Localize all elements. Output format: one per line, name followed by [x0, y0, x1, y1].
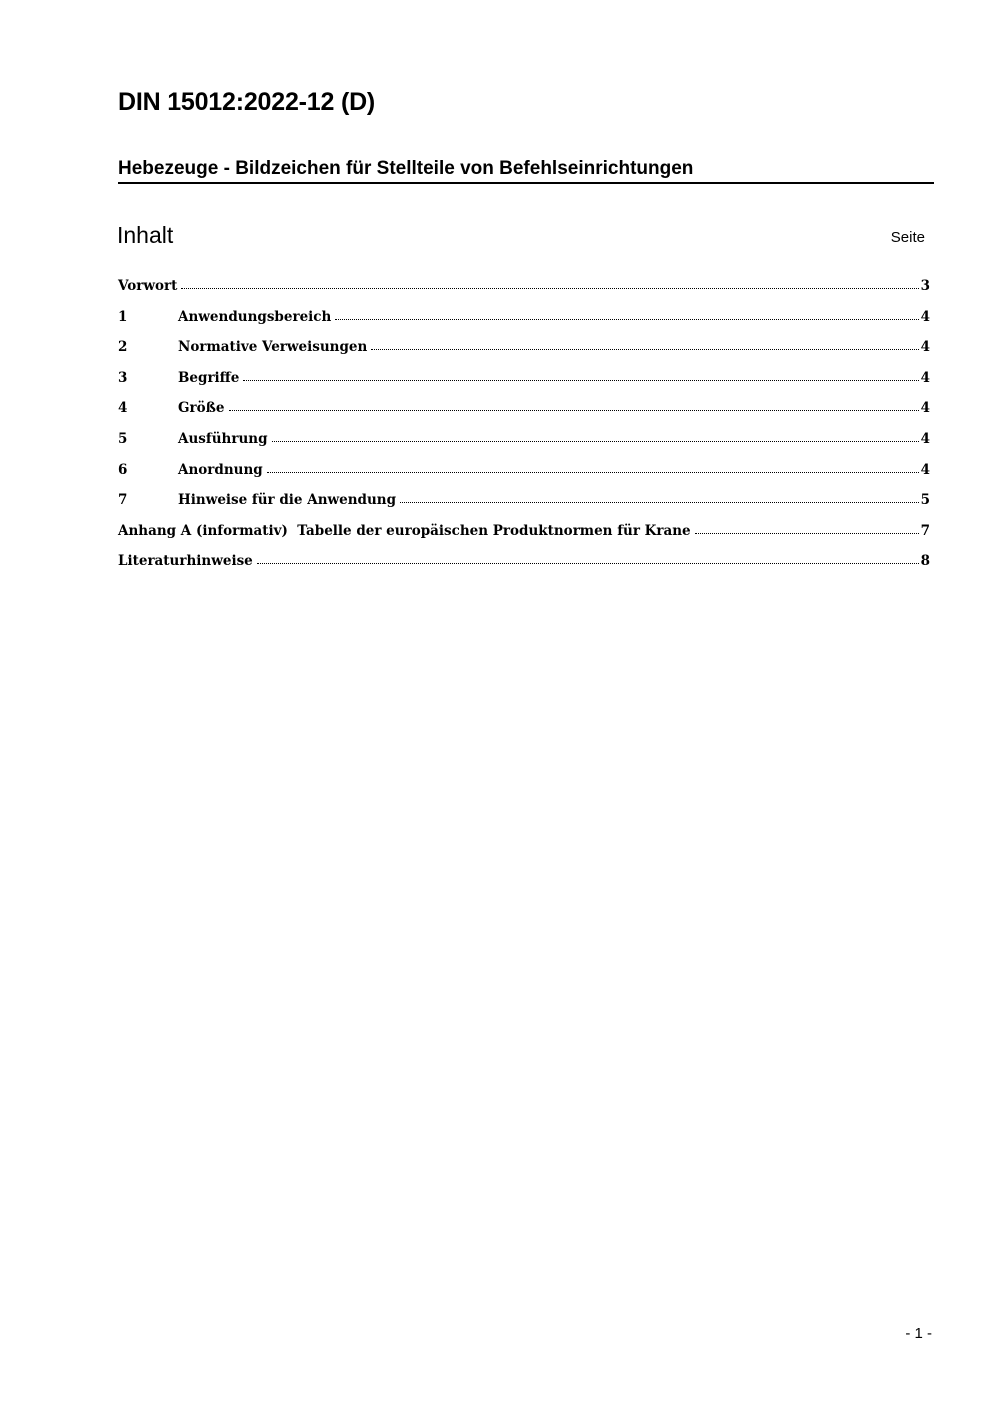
toc-leader-dots [272, 441, 919, 442]
toc-entry-number: 7 [118, 492, 128, 509]
toc-entry-title: Normative Verweisungen [178, 339, 368, 356]
toc-leader-dots [181, 288, 918, 289]
toc-entry-title: Begriffe [178, 369, 240, 386]
toc-entry-page: 4 [920, 369, 930, 386]
toc-leader-dots [371, 349, 918, 350]
toc-entry-page: 4 [920, 461, 930, 478]
toc-entry-4[interactable] [118, 400, 930, 431]
toc-leader-dots [400, 502, 919, 503]
toc-entry-1[interactable] [118, 309, 930, 340]
toc-entry-7[interactable] [118, 492, 930, 523]
toc-entry-annex-a[interactable] [118, 523, 930, 554]
toc-entry-title: Vorwort [118, 278, 178, 294]
toc-page-column-label: Seite [890, 229, 925, 246]
toc-entry-page: 4 [920, 430, 930, 447]
toc-entry-title: Literaturhinweise [118, 553, 253, 570]
toc-entry-3[interactable] [118, 370, 930, 401]
toc-entry-page: 4 [920, 400, 930, 417]
toc-entry-title: Hinweise für die Anwendung [178, 492, 397, 509]
toc-entry-page: 4 [920, 308, 930, 325]
document-title: DIN 15012:2022-12 (D) [118, 88, 376, 116]
toc-entry-vorwort[interactable] [118, 278, 930, 309]
toc-entry-title: Anhang A (informativ) Tabelle der europäischen Produktnormen für Krane [118, 522, 691, 539]
page-number: - 1 - [905, 1325, 932, 1342]
toc-leader-dots [267, 472, 919, 473]
toc-entry-title: Größe [178, 400, 225, 417]
toc-entry-number: 1 [118, 308, 128, 325]
toc-leader-dots [695, 533, 919, 534]
toc-heading: Inhalt [117, 222, 174, 248]
toc-entry-page: 3 [920, 278, 930, 294]
toc-entry-number: 6 [118, 461, 128, 478]
toc-entry-title: Anordnung [178, 461, 263, 478]
toc-entry-number: 3 [118, 369, 128, 386]
toc-entry-page: 5 [920, 492, 930, 509]
toc-entry-title: Anwendungsbereich [178, 308, 332, 325]
toc-leader-dots [229, 410, 919, 411]
toc-entry-number: 2 [118, 339, 128, 356]
toc-entry-6[interactable] [118, 462, 930, 493]
toc-entry-number: 5 [118, 430, 128, 447]
toc-entry-bibliography[interactable] [118, 553, 930, 584]
toc-leader-dots [257, 563, 919, 564]
toc-entry-page: 7 [920, 522, 930, 539]
toc-entry-5[interactable] [118, 431, 930, 462]
document-subtitle: Hebezeuge - Bildzeichen für Stellteile von Befehlseinrichtungen [118, 158, 934, 184]
toc-entry-number: 4 [118, 400, 128, 417]
table-of-contents [118, 278, 930, 584]
toc-entry-title: Ausführung [178, 430, 268, 447]
toc-leader-dots [335, 319, 918, 320]
toc-leader-dots [243, 380, 918, 381]
toc-entry-page: 4 [920, 339, 930, 356]
toc-entry-page: 8 [920, 553, 930, 570]
toc-entry-2[interactable] [118, 339, 930, 370]
